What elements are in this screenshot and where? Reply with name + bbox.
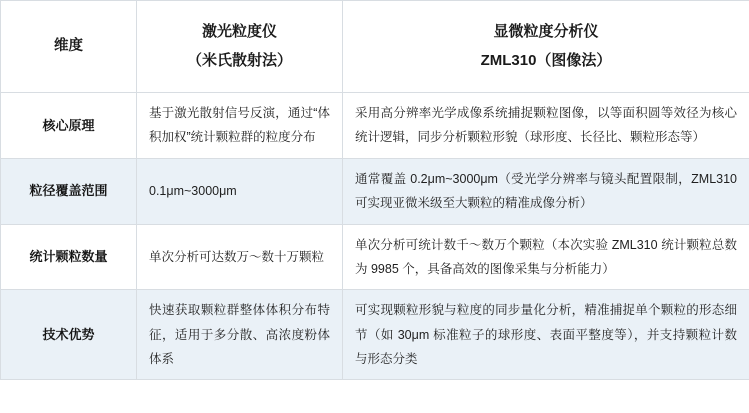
header-zml-line2: ZML310（图像法）: [480, 51, 612, 69]
cell-zml-particle-count: 单次分析可统计数千～数万个颗粒（本次实验 ZML310 统计颗粒总数为 9985 个，具备高效的图像采集与分析能力）: [343, 224, 749, 290]
table-body: [1, 93, 749, 380]
table-row: [1, 158, 749, 224]
row-label-size-range: 粒径覆盖范围: [1, 158, 137, 224]
cell-laser-core-principle: 基于激光散射信号反演，通过“体积加权”统计颗粒群的粒度分布: [137, 93, 343, 159]
cell-zml-advantages: 可实现颗粒形貌与粒度的同步量化分析，精准捕捉单个颗粒的形态细节（如 30μm 标准粒子的球形度、表面平整度等），并支持颗粒计数与形态分类: [343, 290, 749, 380]
cell-zml-core-principle: 采用高分辨率光学成像系统捕捉颗粒图像，以等面积圆等效径为核心统计逻辑，同步分析颗粒形貌（球形度、长径比、颗粒形态等）: [343, 93, 749, 159]
table-header-row: [1, 1, 749, 93]
cell-zml-size-range: 通常覆盖 0.2μm~3000μm（受光学分辨率与镜头配置限制，ZML310 可实现亚微米级至大颗粒的精准成像分析）: [343, 158, 749, 224]
row-label-particle-count: 统计颗粒数量: [1, 224, 137, 290]
table-row: [1, 290, 749, 380]
cell-laser-advantages: 快速获取颗粒群整体体积分布特征，适用于多分散、高浓度粉体体系: [137, 290, 343, 380]
cell-laser-particle-count: 单次分析可达数万～数十万颗粒: [137, 224, 343, 290]
header-laser-line2: （米氏散射法）: [186, 51, 292, 69]
table-row: [1, 224, 749, 290]
row-label-advantages: 技术优势: [1, 290, 137, 380]
table-row: [1, 93, 749, 159]
header-zml-instrument: [343, 1, 749, 93]
table-header: [1, 1, 749, 93]
header-laser-instrument: [137, 1, 343, 93]
header-laser-line1: 激光粒度仪: [201, 23, 277, 40]
header-dimension: 维度: [1, 1, 137, 93]
header-zml-line1: 显微粒度分析仪: [493, 23, 599, 40]
cell-laser-size-range: 0.1μm~3000μm: [137, 158, 343, 224]
row-label-core-principle: 核心原理: [1, 93, 137, 159]
